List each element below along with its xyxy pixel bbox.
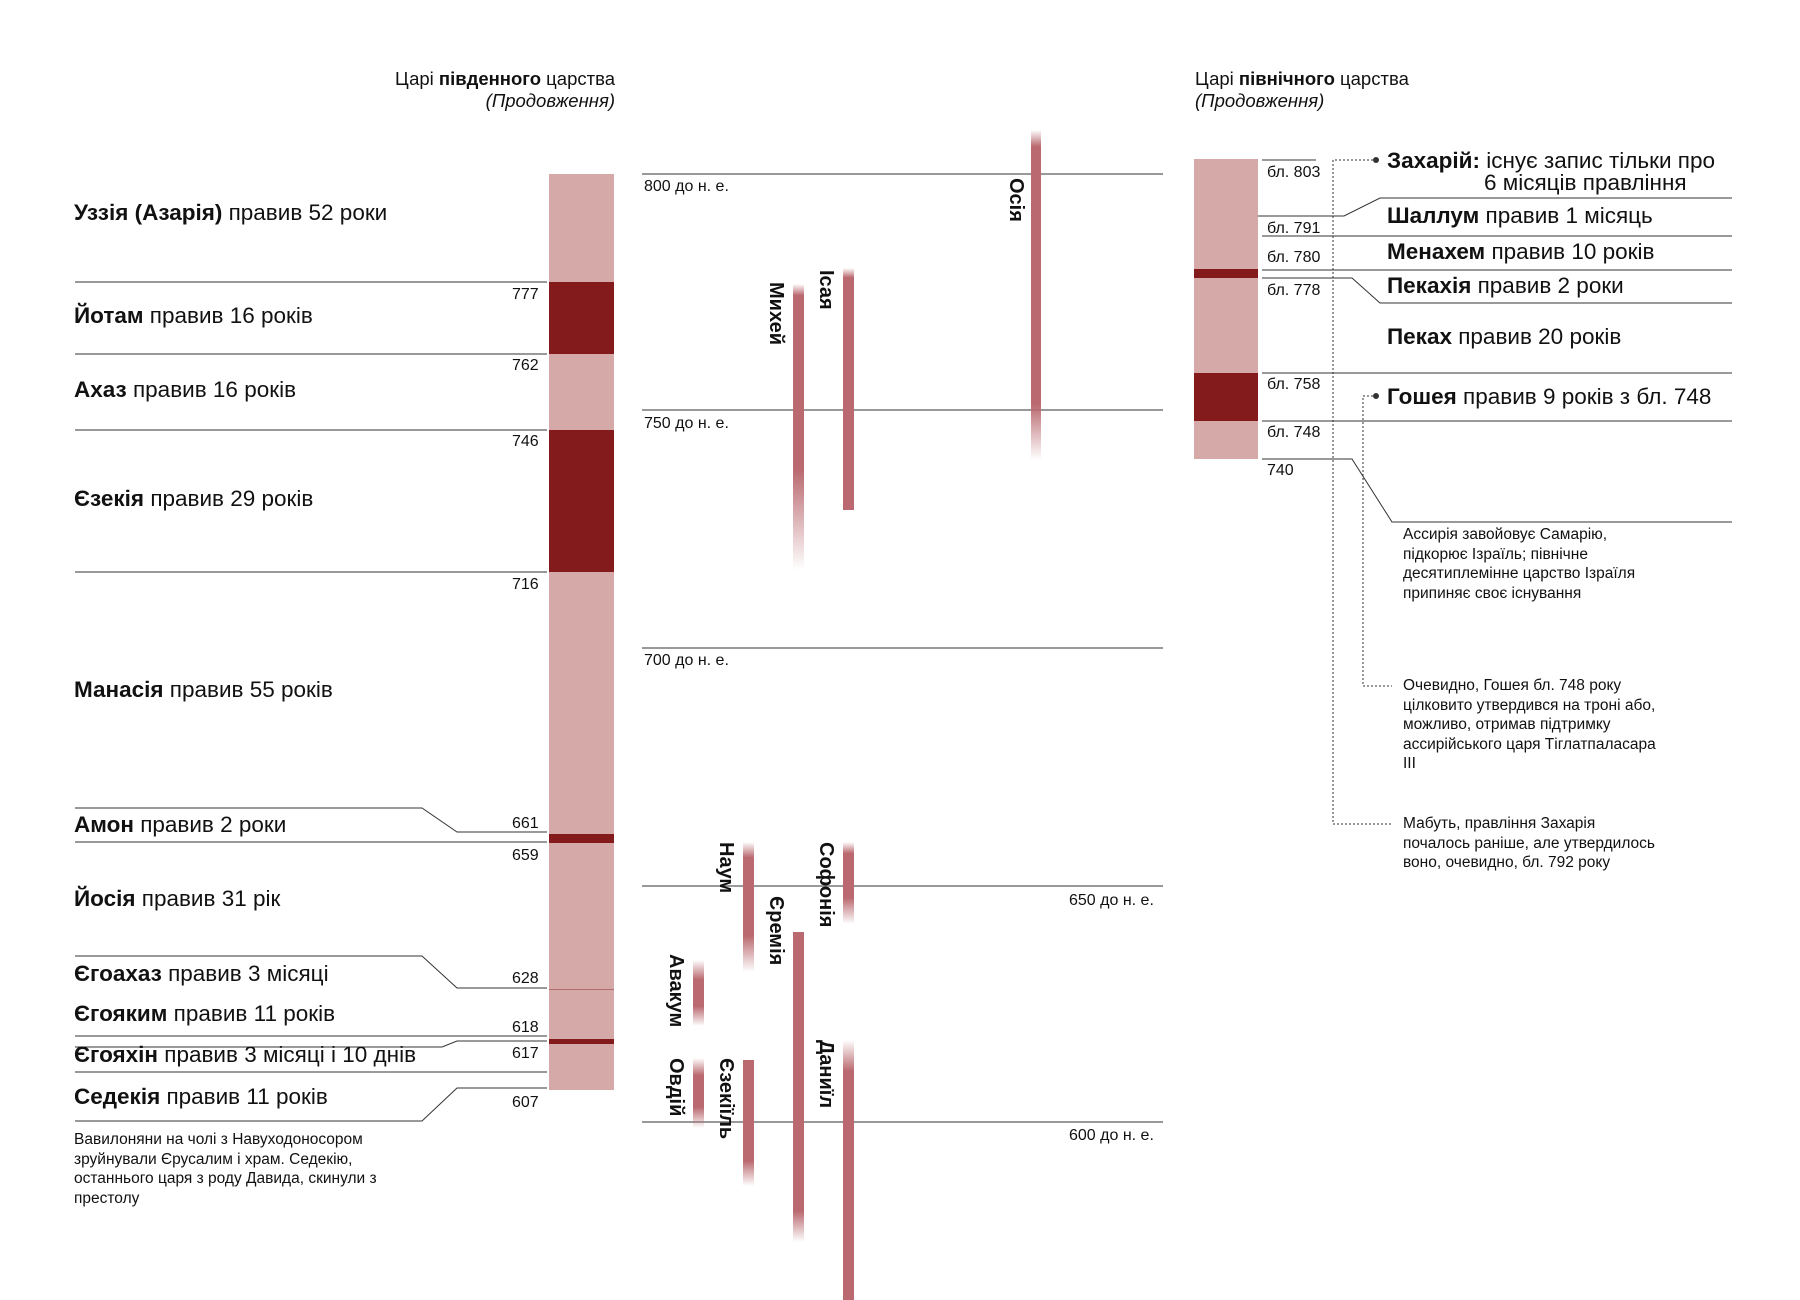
prophet-label-micah: Михей [765, 282, 787, 345]
north-king-continuation: 6 місяців правління [1484, 170, 1687, 195]
prophet-label-jeremiah: Єремія [765, 896, 787, 966]
prophet-bar-obadiah [693, 1058, 704, 1128]
prophet-label-ezekiel: Єзекіїль [715, 1058, 737, 1140]
era-label-750: 750 до н. е. [644, 415, 729, 432]
prophet-bar-jeremiah [793, 932, 804, 1242]
prophet-bar-hosea [1031, 130, 1041, 460]
south-king: Йотам правив 16 років [74, 303, 313, 328]
era-label-800: 800 до н. е. [644, 178, 729, 195]
south-note: Вавилоняни на чолі з Навуходоносором зруйнували Єрусалим і храм. Седекію, останнього царя з роду Давида, скинули з престолу [74, 1131, 377, 1207]
north-year-label: бл. 758 [1267, 376, 1321, 393]
prophet-bar-nahum [743, 842, 754, 972]
north-header [1195, 68, 1409, 112]
north-king: Пеках правив 20 років [1387, 324, 1622, 349]
south-year-label: 628 [512, 970, 539, 987]
reign-segment [1194, 269, 1258, 278]
north-king: Пекахія правив 2 роки [1387, 273, 1624, 298]
reign-segment [549, 834, 614, 843]
prophet-label-nahum: Наум [715, 842, 737, 894]
prophet-label-habakkuk: Авакум [665, 954, 687, 1028]
south-king: Єгояким правив 11 років [74, 1001, 336, 1026]
reign-segment [549, 843, 614, 1039]
prophet-bar-isaiah [843, 268, 854, 510]
north-title: Царі північного царства [1195, 68, 1409, 89]
north-year-label: бл. 778 [1267, 282, 1321, 299]
north-king: Гошея правив 9 років з бл. 748 [1387, 384, 1712, 409]
north-year-label: бл. 780 [1267, 249, 1321, 266]
reign-segment [1194, 373, 1258, 421]
south-year-label: 777 [512, 286, 539, 303]
south-king: Єгояхін правив 3 місяці і 10 днів [74, 1042, 417, 1067]
north-year-label: бл. 791 [1267, 220, 1321, 237]
prophet-bar-ezekiel [743, 1060, 754, 1186]
prophet-label-daniel: Даниїл [815, 1040, 837, 1109]
south-year-label: 617 [512, 1045, 539, 1062]
north-king: Шаллум правив 1 місяць [1387, 203, 1653, 228]
reign-segment [1194, 278, 1258, 373]
reign-segment [549, 282, 614, 354]
prophet-bar-micah [793, 284, 804, 570]
prophet-bar-zephaniah [843, 842, 854, 924]
south-king: Манасія правив 55 років [74, 677, 333, 702]
reign-segment [549, 572, 614, 834]
south-year-label: 762 [512, 357, 539, 374]
reign-segment [549, 430, 614, 572]
north-subtitle: (Продовження) [1195, 90, 1325, 111]
reign-segment [549, 354, 614, 430]
prophet-label-zephaniah: Софонія [815, 842, 837, 928]
north-note-zechariah: Мабуть, правління Захарія почалось раніше, але утвердилось воно, очевидно, бл. 792 року [1403, 815, 1656, 871]
south-year-label: 618 [512, 1019, 539, 1036]
north-note-hoshea: Очевидно, Гошея бл. 748 року цілковито утвердився на троні або, можливо, отримав підтримку ассирійського царя Тіглатпаласара III [1403, 677, 1656, 772]
south-year-label: 607 [512, 1094, 539, 1111]
reign-segment [549, 174, 614, 282]
north-note-assyria: Ассирія завойовує Самарію, підкорює Ізраїль; північне десятиплемінне царство Ізраїля припиняє своє існування [1403, 526, 1636, 602]
reign-segment [549, 1044, 614, 1090]
era-label-600: 600 до н. е. [1069, 1127, 1154, 1144]
south-header [395, 68, 615, 112]
era-label-700: 700 до н. е. [644, 652, 729, 669]
south-year-label: 659 [512, 847, 539, 864]
prophet-bar-daniel [843, 1040, 854, 1300]
south-subtitle: (Продовження) [485, 90, 615, 111]
south-year-label: 661 [512, 815, 539, 832]
era-label-650: 650 до н. е. [1069, 892, 1154, 909]
south-king: Ахаз правив 16 років [74, 377, 297, 402]
south-king: Єгоахаз правив 3 місяці [74, 961, 329, 986]
south-king: Амон правив 2 роки [74, 812, 287, 837]
north-year-label: бл. 748 [1267, 424, 1321, 441]
prophet-label-hosea: Осія [1005, 178, 1027, 222]
north-king: Захарій: існує запис тільки про [1387, 148, 1715, 173]
south-title: Царі південного царства [394, 68, 615, 89]
reign-segment [1194, 159, 1258, 269]
south-king: Седекія правив 11 років [74, 1084, 328, 1109]
north-year-label: 740 [1267, 462, 1294, 479]
north-year-label: бл. 803 [1267, 164, 1321, 181]
prophet-label-obadiah: Овдій [665, 1058, 687, 1117]
prophet-label-isaiah: Ісая [815, 270, 837, 310]
south-year-label: 716 [512, 576, 539, 593]
south-king: Йосія правив 31 рік [74, 886, 281, 911]
prophet-bar-habakkuk [693, 960, 704, 1026]
south-king: Уззія (Азарія) правив 52 роки [74, 200, 388, 225]
north-king: Менахем правив 10 років [1387, 239, 1655, 264]
reign-segment [549, 989, 614, 990]
south-king: Єзекія правив 29 років [74, 486, 314, 511]
south-year-label: 746 [512, 433, 539, 450]
reign-segment [1194, 421, 1258, 459]
